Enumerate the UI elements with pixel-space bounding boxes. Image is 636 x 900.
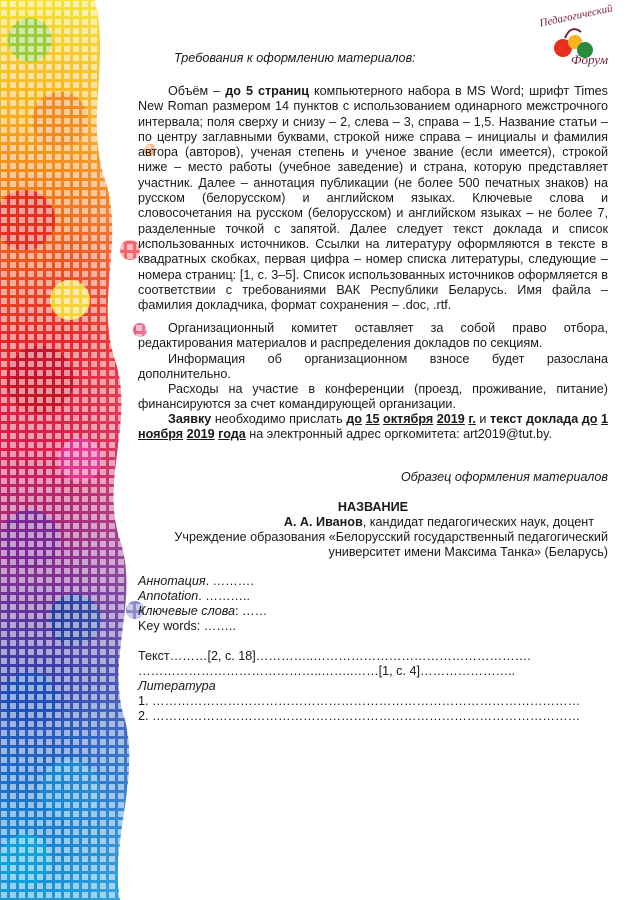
sample-institution-line-2: университет имени Максима Танка» (Беларусь) (328, 545, 608, 559)
sample-keywords-ru: Ключевые слова: …… (138, 604, 268, 618)
requirements-paragraph-fee: Информация об организационном взносе будет разослана дополнительно. (138, 352, 608, 382)
requirements-paragraph-expenses: Расходы на участие в конференции (проезд, проживание, питание) финансируются за счет командирующей организации. (138, 382, 608, 412)
sample-institution-line-1: Учреждение образования «Белорусский государственный педагогический (174, 530, 608, 544)
sample-literature-item-2: 2. ………………………………………………………………………………………… (138, 709, 581, 723)
requirements-heading: Требования к оформлению материалов: (174, 51, 416, 65)
requirements-paragraph-deadline: Заявку необходимо прислать до 15 октября 2019 г. и текст доклада до 1 ноября 2019 года на электронный адрес оргкомитета: art2019@tut.by. (138, 412, 609, 442)
sample-text-line-2: ……………………………………..……..……[1, с. 4]………………….. (138, 664, 516, 678)
requirements-paragraph-main: Объём – до 5 страниц компьютерного набора в MS Word; шрифт Times New Roman размером 14 пунктов с использованием одинарного межстрочного интервала; поля сверху и снизу – 2, слева – 3, справа – 1,5. Название статьи – по центру заглавными буквами, строкой ниже справа – инициалы и фамилия автора (авторов), ученая степень и ученое звание (если имеется), строкой ниже – место работы (учебное заведение) и страна, которую представляет участник. Далее – аннотация публикации (не более 500 печатных знаков) на русском (белорусском) и английском языках. Ключевые слова и словосочетания на русском (белорусском) и английском языках – не более 7, разделенные точкой с запятой. Далее следует текст доклада и список использованных источников. Ссылки на литературу оформляются в тексте в квадратных скобках, первая цифра – номер списка литературы, следующие – номера страниц: [1, с. 3–5]. Список использованных источников оформляется в соответствии с требованиями ВАК Республики Беларусь. Имя файла – фамилия докладчика, формат сохранения – .doc, .rtf. (138, 84, 608, 313)
sample-annotation-en: Annotation. ……….. (138, 589, 251, 603)
sample-keywords-en: Key words: …….. (138, 619, 236, 633)
sample-annotation-ru: Аннотация. ………. (138, 574, 254, 588)
sample-author: А. А. Иванов, кандидат педагогических наук, доцент (283, 515, 594, 529)
sample-literature-label: Литература (138, 679, 216, 693)
sample-title: НАЗВАНИЕ (337, 500, 409, 514)
logo-bottom-text: Форум (571, 52, 609, 67)
sample-heading: Образец оформления материалов (400, 470, 608, 484)
requirements-paragraph-committee: Организационный комитет оставляет за собой право отбора, редактирования материалов и распределения докладов по секциям. (138, 321, 608, 351)
sample-literature-item-1: 1. ………………………………………………………………………………………… (138, 694, 581, 708)
sample-text-line-1: Текст………[2, с. 18]…………..……………………………………………. (138, 649, 531, 663)
pedagogical-forum-logo (525, 2, 625, 80)
logo-top-text: Педагогический (538, 2, 614, 30)
